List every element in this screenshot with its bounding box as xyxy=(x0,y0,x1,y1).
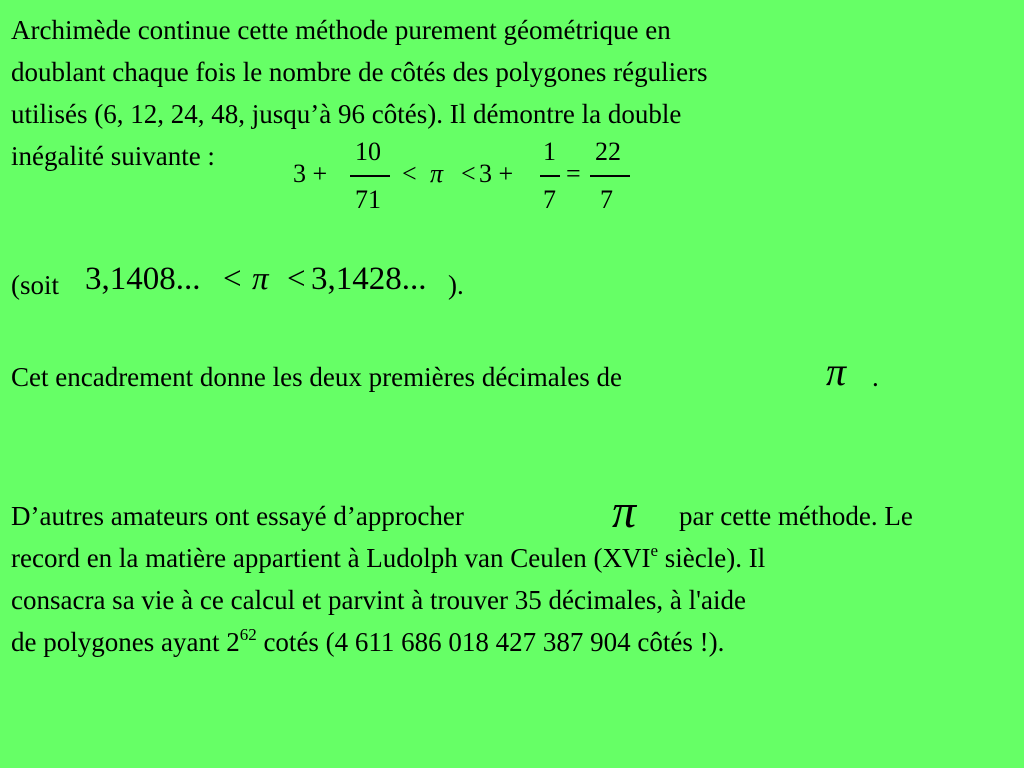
fraction2-denominator: 7 xyxy=(543,185,556,214)
soit-low-bound: 3,1408... xyxy=(85,261,201,297)
paragraph2-line1-end: par cette méthode. Le xyxy=(679,501,913,531)
paragraph2-line2-end: siècle). Il xyxy=(658,543,766,573)
paragraph2-line2 xyxy=(11,541,766,575)
paragraph2-pi: π xyxy=(612,485,637,538)
fraction1-numerator: 10 xyxy=(355,137,381,166)
paragraph1-line2: doublant chaque fois le nombre de côtés des polygones réguliers xyxy=(11,57,708,87)
encadrement-text: Cet encadrement donne les deux premières décimales de xyxy=(11,362,622,392)
paragraph2-line4-start: de polygones ayant 2 xyxy=(11,627,240,657)
fraction3-bar xyxy=(590,175,630,177)
fraction3-numerator: 22 xyxy=(595,137,621,166)
paragraph1-line1: Archimède continue cette méthode purement géométrique en xyxy=(11,15,671,45)
paragraph2-line3: consacra sa vie à ce calcul et parvint à trouver 35 décimales, à l'aide xyxy=(11,585,746,615)
inequality-equals: = xyxy=(566,159,581,188)
inequality-three-b: 3 + xyxy=(479,159,514,188)
soit-high-bound: 3,1428... xyxy=(311,261,427,297)
fraction3-denominator: 7 xyxy=(600,185,613,214)
encadrement-period: . xyxy=(872,362,879,392)
inequality-pi: π xyxy=(430,159,444,188)
fraction2-bar xyxy=(540,175,560,177)
soit-less-than-2: < xyxy=(287,261,306,297)
paragraph2-line4 xyxy=(11,625,725,659)
inequality-less-than-1: < xyxy=(402,159,417,188)
soit-open: (soit xyxy=(11,270,60,300)
fraction1-bar xyxy=(350,175,390,177)
paragraph2-line4-end: cotés (4 611 686 018 427 387 904 côtés !). xyxy=(256,627,725,657)
paragraph1-line4: inégalité suivante : xyxy=(11,141,215,171)
soit-pi: π xyxy=(252,261,269,297)
fraction2-numerator: 1 xyxy=(543,137,556,166)
century-superscript: e xyxy=(650,541,659,560)
soit-less-than-1: < xyxy=(223,261,242,297)
soit-close: ). xyxy=(448,270,464,300)
paragraph1-line3: utilisés (6, 12, 24, 48, jusqu’à 96 côtés). Il démontre la double xyxy=(11,99,682,129)
exponent-superscript: 62 xyxy=(239,625,257,644)
paragraph2-line2-start: record en la matière appartient à Ludolph van Ceulen (XVI xyxy=(11,543,651,573)
encadrement-pi: π xyxy=(826,349,847,394)
inequality-three-a: 3 + xyxy=(293,159,328,188)
paragraph2-line1-start: D’autres amateurs ont essayé d’approcher xyxy=(11,501,464,531)
fraction1-denominator: 71 xyxy=(355,185,381,214)
inequality-less-than-2: < xyxy=(461,159,476,188)
